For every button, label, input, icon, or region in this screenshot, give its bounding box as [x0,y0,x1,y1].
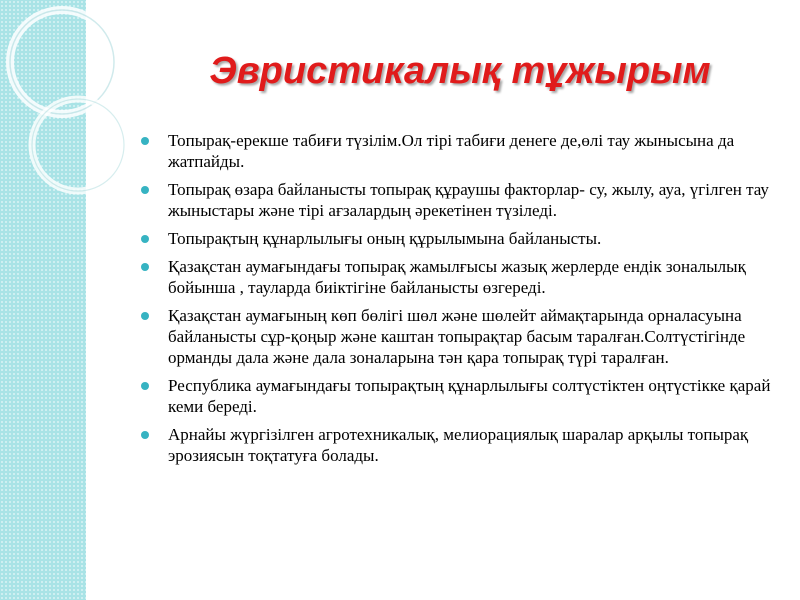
bullet-icon [141,186,149,194]
bullet-item [137,375,787,417]
bullet-list-container [137,130,787,473]
bullet-text: Қазақстан аумағының көп бөлігі шөл және шөлейт аймақтарында орналасуына байланысты сұр-қоңыр және каштан топырақтар басым таралған.Солтүстігінде орманды дала және дала зоналарына тән қара топырақ түрі таралған. [168,306,746,367]
bullet-item [137,130,787,172]
bullet-list [137,130,787,466]
bullet-text: Топырақ өзара байланысты топырақ құраушы факторлар- су, жылу, ауа, үгілген тау жыныстары және тірі ағзалардың әрекетінен түзіледі. [168,180,769,220]
bullet-icon [141,312,149,320]
bullet-icon [141,137,149,145]
decorative-rings-icon [0,0,140,260]
bullet-icon [141,235,149,243]
bullet-item [137,424,787,466]
bullet-icon [141,263,149,271]
bullet-icon [141,431,149,439]
bullet-item [137,256,787,298]
slide-title: Эвристикалық тұжырым [209,50,711,92]
bullet-item [137,179,787,221]
bullet-item [137,305,787,368]
bullet-text: Топырақтың құнарлылығы оның құрылымына байланысты. [168,229,602,248]
bullet-text: Топырақ-ерекше табиғи түзілім.Ол тірі табиғи денеге де,өлі тау жынысына да жатпайды. [168,131,735,171]
bullet-icon [141,382,149,390]
bullet-item [137,228,787,249]
bullet-text: Қазақстан аумағындағы топырақ жамылғысы жазық жерлерде ендік зоналылық бойынша , тауларда биіктігіне байланысты өзгереді. [168,257,746,297]
bullet-text: Арнайы жүргізілген агротехникалық, мелиорациялық шаралар арқылы топырақ эрозиясын тоқтатуға болады. [168,425,749,465]
bullet-text: Республика аумағындағы топырақтың құнарлылығы солтүстіктен оңтүстікке қарай кеми береді. [168,376,771,416]
